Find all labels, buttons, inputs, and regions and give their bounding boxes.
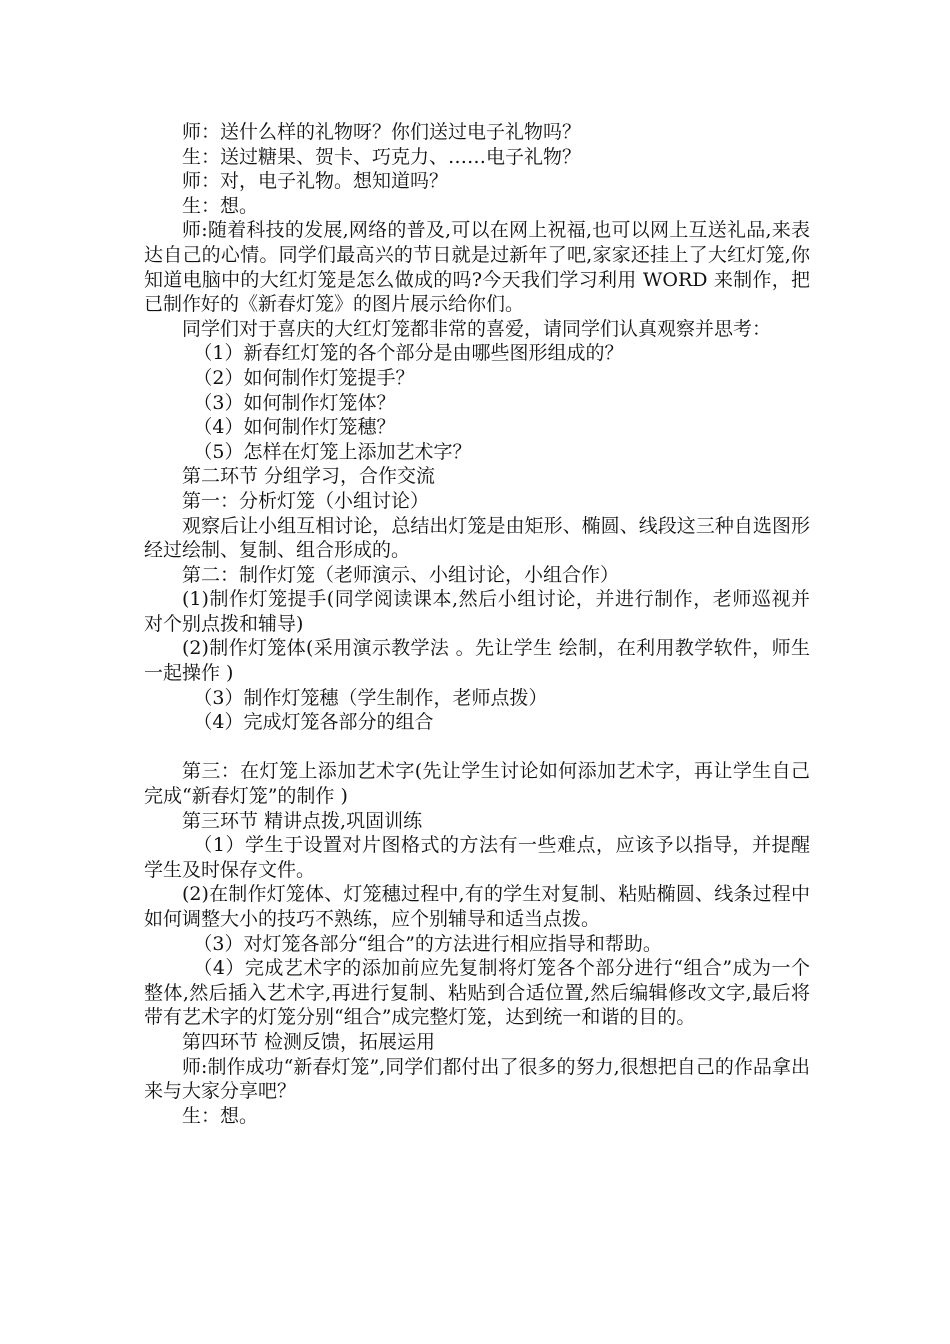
question-4: （4）如何制作灯笼穗？ xyxy=(193,416,396,439)
step-1: (1)制作灯笼提手(同学阅读课本,然后小组讨论，并进行制作，老师巡视并对个别点拨和辅导) xyxy=(144,588,810,635)
section-heading-3: 第三环节 精讲点拨,巩固训练 xyxy=(182,809,423,832)
step-3: （3）制作灯笼穗（学生制作，老师点拨） xyxy=(193,686,548,709)
guidance-3: （3）对灯笼各部分“组合”的方法进行相应指导和帮助。 xyxy=(193,932,662,955)
guidance-4: （4）完成艺术字的添加前应先复制将灯笼各个部分进行“组合”成为一个整体,然后插入艺术字,再进行复制、粘贴到合适位置,然后编辑修改文字,最后将带有艺术字的灯笼分别“组合”成完整灯笼，达到统一和谐的目的。 xyxy=(144,957,810,1029)
question-1: （1）新春红灯笼的各个部分是由哪些图形组成的？ xyxy=(193,342,624,365)
paragraph-3: 师：对，电子礼物。想知道吗？ xyxy=(182,170,449,193)
paragraph-11: 师:制作成功“新春灯笼”,同学们都付出了很多的努力,很想把自己的作品拿出来与大家分享吧？ xyxy=(144,1055,810,1103)
paragraph-9: 第二：制作灯笼（老师演示、小组讨论，小组合作） xyxy=(182,563,620,586)
paragraph-7: 第一：分析灯笼（小组讨论） xyxy=(182,489,430,512)
guidance-2: (2)在制作灯笼体、灯笼穗过程中,有的学生对复制、粘贴椭圆、线条过程中如何调整大小的技巧不熟练，应个别辅导和适当点拨。 xyxy=(144,883,810,930)
paragraph-4: 生：想。 xyxy=(182,194,259,217)
paragraph-5: 师:随着科技的发展,网络的普及,可以在网上祝福,也可以网上互送礼品,来表达自己的心情。同学们最高兴的节日就是过新年了吧,家家还挂上了大红灯笼,你知道电脑中的大红灯笼是怎么做成的吗?今天我们学习利用 WORD 来制作，把已制作好的《新春灯笼》的图片展示给你们。 xyxy=(144,219,810,316)
paragraph-6: 同学们对于喜庆的大红灯笼都非常的喜爱，请同学们认真观察并思考： xyxy=(182,317,772,340)
blank-line xyxy=(144,735,810,760)
paragraph-12: 生：想。 xyxy=(182,1104,259,1127)
paragraph-10: 第三：在灯笼上添加艺术字(先让学生讨论如何添加艺术字，再让学生自己完成“新春灯笼”的制作 ) xyxy=(144,760,810,808)
section-heading-2: 第二环节 分组学习，合作交流 xyxy=(182,465,436,488)
section-heading-4: 第四环节 检测反馈，拓展运用 xyxy=(182,1030,436,1053)
question-2: （2）如何制作灯笼提手？ xyxy=(193,366,415,389)
guidance-1: （1）学生于设置对片图格式的方法有一些难点，应该予以指导，并提醒学生及时保存文件。 xyxy=(144,834,810,881)
paragraph-2: 生：送过糖果、贺卡、巧克力、……电子礼物？ xyxy=(182,145,582,168)
paragraph-1: 师：送什么样的礼物呀？你们送过电子礼物吗？ xyxy=(182,121,582,143)
paragraph-8: 观察后让小组互相讨论，总结出灯笼是由矩形、椭圆、线段这三种自选图形经过绘制、复制、组合形成的。 xyxy=(144,514,810,562)
document-body xyxy=(144,120,810,1128)
question-5: （5）怎样在灯笼上添加艺术字？ xyxy=(193,440,472,463)
step-4: （4）完成灯笼各部分的组合 xyxy=(193,711,434,734)
question-3: （3）如何制作灯笼体？ xyxy=(193,391,396,414)
step-2: (2)制作灯笼体(采用演示教学法 。先让学生 绘制，在利用教学软件，师生一起操作 ) xyxy=(144,637,810,685)
